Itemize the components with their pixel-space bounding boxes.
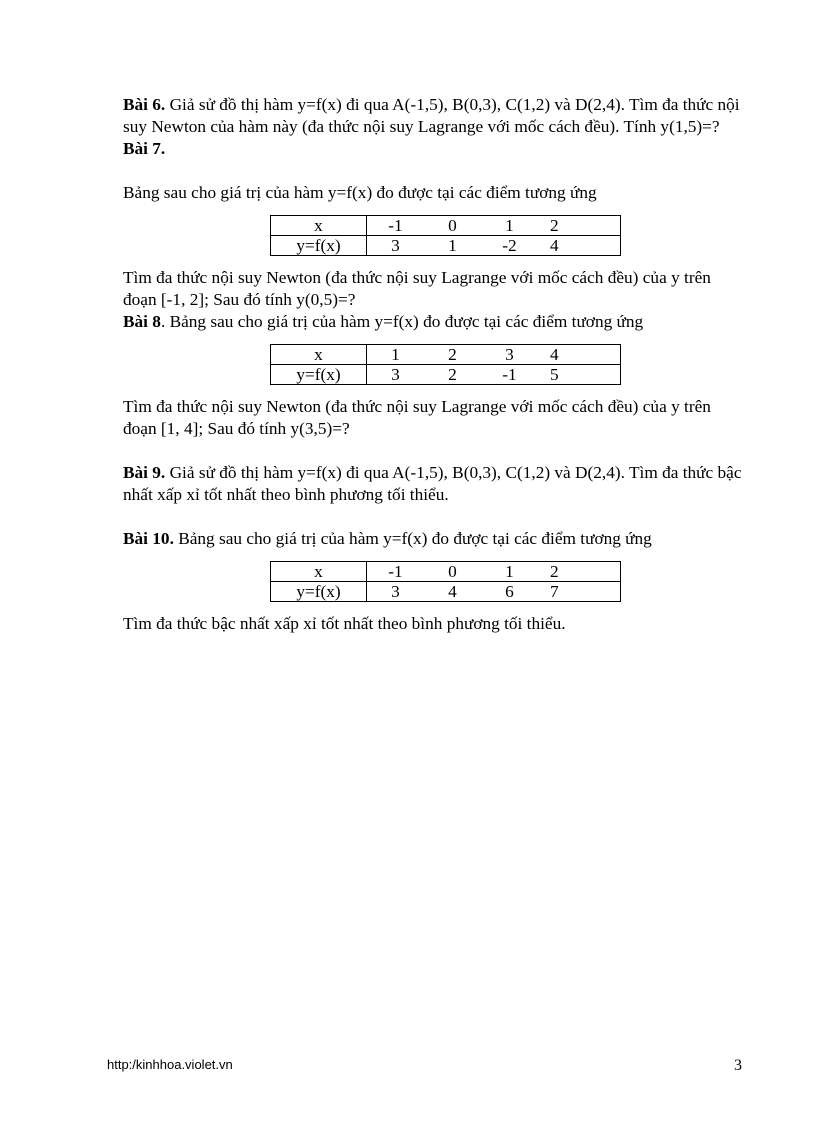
table-cell: 2: [424, 365, 481, 385]
exercise-8-title: Bài 8: [123, 312, 161, 331]
exercise-10-title: Bài 10.: [123, 529, 174, 548]
table-cell: -1: [367, 562, 425, 582]
exercise-10-table: [270, 561, 621, 602]
table-cell: 5: [538, 365, 620, 385]
table-cell: 4: [538, 236, 620, 256]
table-cell: 1: [367, 345, 425, 365]
table-cell: 2: [424, 345, 481, 365]
page-number: 3: [734, 1057, 742, 1074]
exercise-9-title: Bài 9.: [123, 463, 166, 482]
exercise-8-intro: Bài 8. Bảng sau cho giá trị của hàm y=f(x) đo được tại các điểm tương ứng: [123, 312, 644, 331]
table-cell: 2: [538, 562, 620, 582]
table-cell: x: [271, 562, 367, 582]
exercise-6-text: Giả sử đồ thị hàm y=f(x) đi qua A(-1,5), B(0,3), C(1,2) và D(2,4). Tìm đa thức nội suy Newton của hàm này (đa thức nội suy Lagrange với mốc cách đều). Tính y(1,5)=?: [123, 95, 740, 136]
table-cell: -2: [481, 236, 538, 256]
table-cell: 2: [538, 216, 620, 236]
exercise-8-question: Tìm đa thức nội suy Newton (đa thức nội suy Lagrange với mốc cách đều) của y trên đoạn [1, 4]; Sau đó tính y(3,5)=?: [123, 397, 711, 438]
table-cell: 1: [481, 216, 538, 236]
exercise-7-intro: Bảng sau cho giá trị của hàm y=f(x) đo được tại các điểm tương ứng: [123, 183, 597, 202]
table-cell: 3: [481, 345, 538, 365]
exercise-9: Bài 9. Giả sử đồ thị hàm y=f(x) đi qua A(-1,5), B(0,3), C(1,2) và D(2,4). Tìm đa thức bậc nhất xấp xỉ tốt nhất theo bình phương tối thiểu.: [123, 463, 742, 504]
table-row: [271, 236, 621, 256]
table-cell: x: [271, 216, 367, 236]
exercise-6: [123, 94, 743, 138]
table-row: [271, 562, 621, 582]
table-cell: 6: [481, 582, 538, 602]
table-cell: 4: [424, 582, 481, 602]
table-cell: 0: [424, 216, 481, 236]
table-row: [271, 216, 621, 236]
exercise-10-question: Tìm đa thức bậc nhất xấp xỉ tốt nhất theo bình phương tối thiểu.: [123, 614, 566, 633]
exercise-7-question: Tìm đa thức nội suy Newton (đa thức nội suy Lagrange với mốc cách đều) của y trên đoạn [-1, 2]; Sau đó tính y(0,5)=?: [123, 268, 711, 309]
table-row: [271, 345, 621, 365]
footer-url: http:/kinhhoa.violet.vn: [107, 1057, 233, 1072]
table-cell: 0: [424, 562, 481, 582]
table-cell: y=f(x): [271, 582, 367, 602]
table-cell: 7: [538, 582, 620, 602]
page-footer: [107, 1057, 742, 1075]
exercise-7-table: [270, 215, 621, 256]
exercise-10-intro: Bài 10. Bảng sau cho giá trị của hàm y=f(x) đo được tại các điểm tương ứng: [123, 529, 652, 548]
table-cell: -1: [481, 365, 538, 385]
table-cell: y=f(x): [271, 365, 367, 385]
exercise-6-title: Bài 6.: [123, 95, 166, 114]
table-cell: 3: [367, 365, 425, 385]
table-cell: 3: [367, 236, 425, 256]
table-cell: x: [271, 345, 367, 365]
table-cell: -1: [367, 216, 425, 236]
table-cell: 1: [424, 236, 481, 256]
exercise-7-title: Bài 7.: [123, 139, 166, 158]
table-cell: 1: [481, 562, 538, 582]
table-cell: 4: [538, 345, 620, 365]
table-cell: 3: [367, 582, 425, 602]
table-row: [271, 582, 621, 602]
table-cell: y=f(x): [271, 236, 367, 256]
table-row: [271, 365, 621, 385]
exercise-8-table: [270, 344, 621, 385]
document-body: [123, 94, 743, 635]
